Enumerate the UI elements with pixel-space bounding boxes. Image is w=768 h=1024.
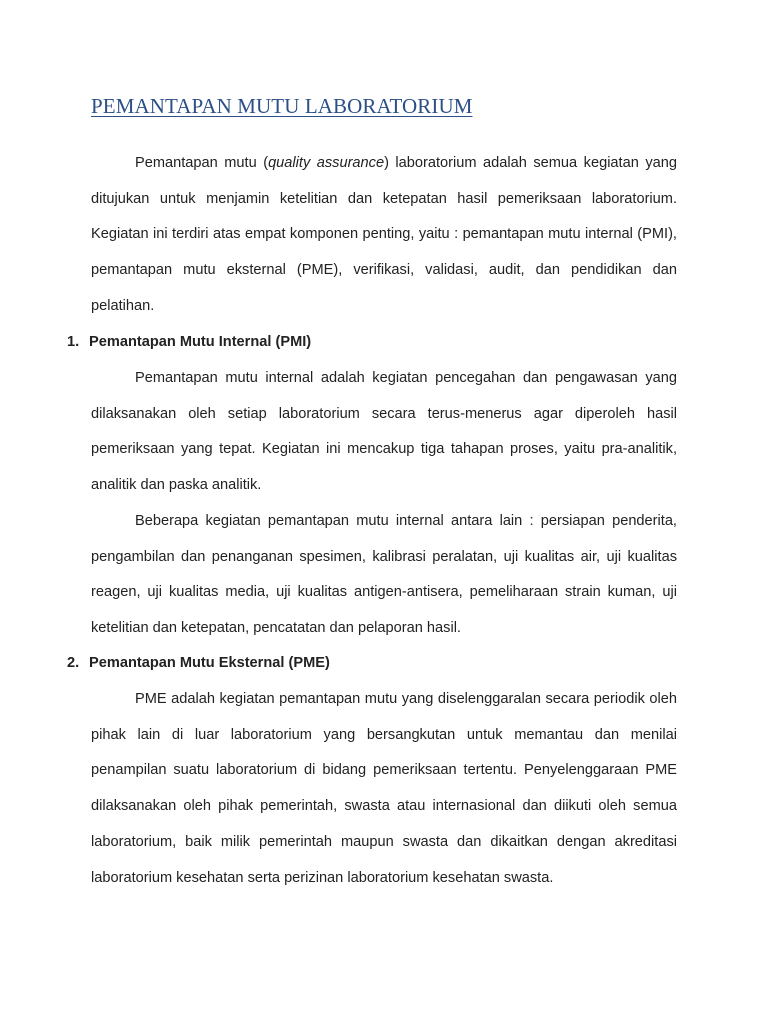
section-heading-pme	[67, 655, 330, 671]
section-heading-pmi	[67, 334, 311, 350]
section-title: Pemantapan Mutu Internal (PMI)	[89, 334, 312, 350]
section-number: 2.	[67, 655, 80, 671]
paragraph-text: Pemantapan mutu internal adalah kegiatan pencegahan dan pengawasan yang dilaksanakan oleh setiap laboratorium secara terus-menerus agar diperoleh hasil pemeriksaan yang tepat. Kegiatan ini mencakup tiga tahapan proses, yaitu pra-analitik, analitik dan paska analitik.	[91, 370, 677, 494]
intro-text-rest: ) laboratorium adalah semua kegiatan yang ditujukan untuk menjamin ketelitian dan ketepatan hasil pemeriksaan laboratorium. Kegiatan ini terdiri atas empat komponen penting, yaitu : pemantapan mutu internal (PMI), pemantapan mutu eksternal (PME), verifikasi, validasi, audit, dan pendidikan dan pelatihan.	[91, 155, 677, 314]
paragraph-text: Beberapa kegiatan pemantapan mutu internal antara lain : persiapan penderita, pengambilan dan penanganan spesimen, kalibrasi peralatan, uji kualitas air, uji kualitas reagen, uji kualitas media, uji kualitas antigen-antisera, pemeliharaan strain kuman, uji ketelitian dan ketepatan, pencatatan dan pelaporan hasil.	[91, 513, 677, 637]
pme-paragraph-1	[91, 682, 677, 896]
section-title: Pemantapan Mutu Eksternal (PME)	[89, 655, 330, 671]
intro-paragraph	[91, 146, 677, 325]
intro-text-start: Pemantapan mutu (	[135, 155, 269, 171]
document-title: PEMANTAPAN MUTU LABORATORIUM	[91, 94, 473, 118]
paragraph-text: PME adalah kegiatan pemantapan mutu yang diselenggaralan secara periodik oleh pihak lain di luar laboratorium yang bersangkutan untuk memantau dan menilai penampilan suatu laboratorium di bidang pemeriksaan tertentu. Penyelenggaraan PME dilaksanakan oleh pihak pemerintah, swasta atau internasional dan diikuti oleh semua laboratorium, baik milik pemerintah maupun swasta dan dikaitkan dengan akreditasi laboratorium kesehatan serta perizinan laboratorium kesehatan swasta.	[91, 691, 677, 886]
section-number: 1.	[67, 334, 80, 350]
pmi-paragraph-1	[91, 361, 677, 504]
intro-italic-term: quality assurance	[268, 155, 385, 171]
pmi-paragraph-2	[91, 504, 677, 647]
